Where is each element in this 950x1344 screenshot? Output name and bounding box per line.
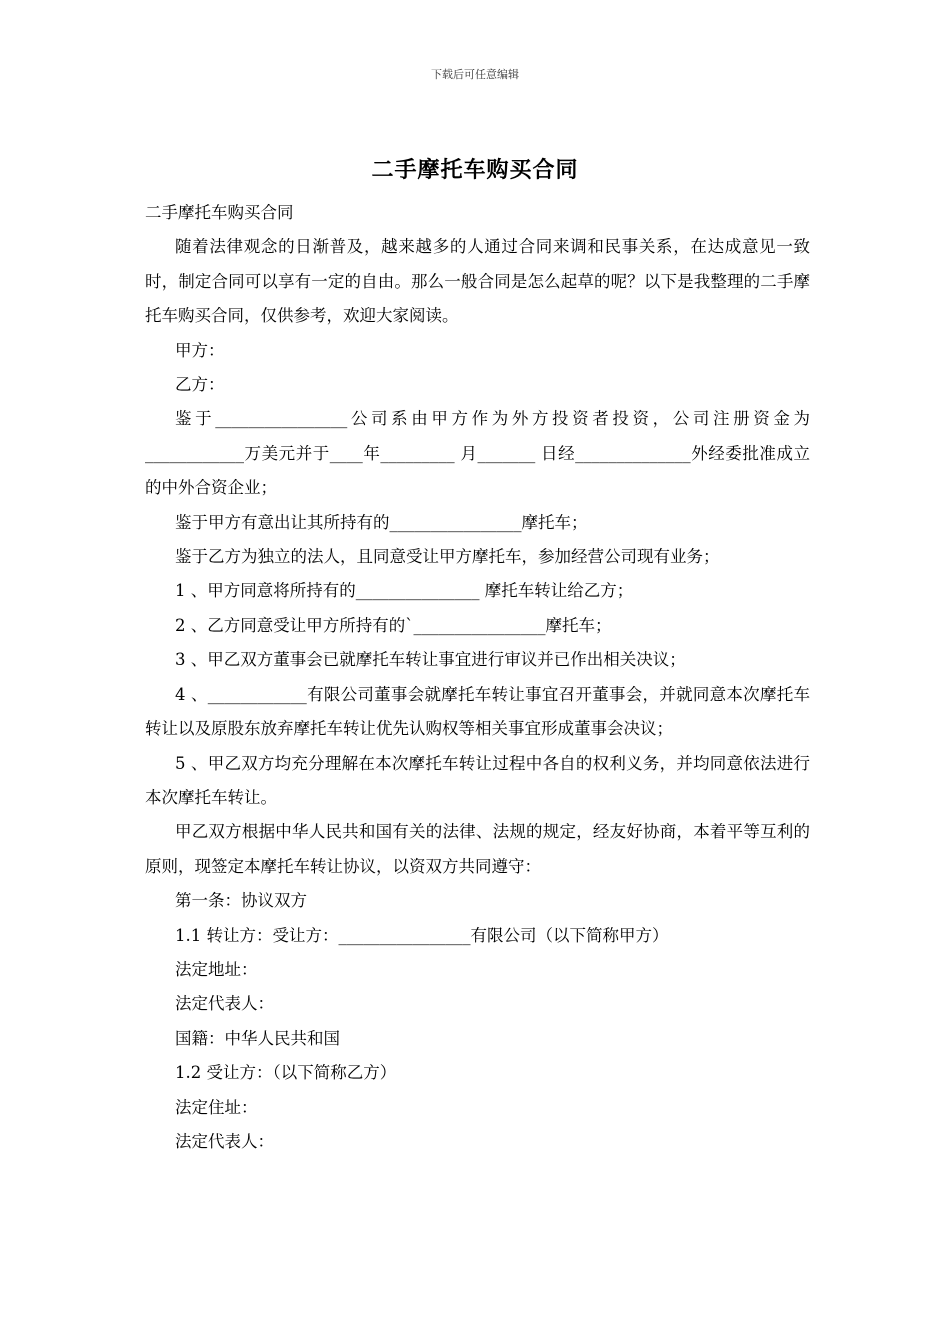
recital-party-b: 鉴于乙方为独立的法人，且同意受让甲方摩托车，参加经营公司现有业务； [175,547,720,567]
legal-rep-line-2: 法定代表人： [175,1131,274,1151]
clause-4: 4 、____________有限公司董事会就摩托车转让事宜召开董事会，并就同意本次摩托车转让以及原股东放弃摩托车转让优先认购权等相关事宜形成董事会决议； [145,684,810,739]
clause-1: 1 、甲方同意将所持有的_______________ 摩托车转让给乙方； [175,581,634,601]
section-1-2: 1.2 受让方：（以下简称乙方） [175,1063,397,1083]
clause-3: 3 、甲乙双方董事会已就摩托车转让事宜进行审议并已作出相关决议； [175,650,686,670]
article-1-heading: 第一条：协议双方 [175,891,307,911]
agreement-preamble: 甲乙双方根据中华人民共和国有关的法律、法规的规定，经友好协商，本着平等互利的原则，现签定本摩托车转让协议，以资双方共同遵守： [145,822,810,876]
legal-address-line: 法定地址： [175,959,258,979]
document-title: 二手摩托车购买合同 [371,157,579,183]
intro-paragraph: 随着法律观念的日渐普及，越来越多的人通过合同来调和民事关系，在达成意见一致时，制定合同可以享有一定的自由。那么一般合同是怎么起草的呢？以下是我整理的二手摩托车购买合同，仅供参考，欢迎大家阅读。 [145,237,810,326]
recital-company: 鉴于________________公司系由甲方作为外方投资者投资，公司注册资金为____________万美元并于____年_________ 月_______ 日经______________外经委批准成立的中外合资企业； [145,409,810,498]
recital-party-a: 鉴于甲方有意出让其所持有的________________摩托车； [175,512,588,532]
header-note: 下载后可任意编辑 [431,68,519,81]
document-body [145,196,810,1159]
legal-residence-line: 法定住址： [175,1097,258,1117]
party-a-line: 甲方： [175,340,225,360]
party-b-line: 乙方： [175,375,225,395]
nationality-line: 国籍：中华人民共和国 [175,1028,340,1048]
section-1-1: 1.1 转让方：受让方：________________有限公司（以下简称甲方） [175,925,669,945]
subtitle-line: 二手摩托车购买合同 [145,203,294,222]
clause-2: 2 、乙方同意受让甲方所持有的`________________摩托车； [175,615,612,635]
legal-rep-line: 法定代表人： [175,994,274,1014]
clause-5: 5 、甲乙双方均充分理解在本次摩托车转让过程中各自的权利义务，并均同意依法进行本次摩托车转让。 [145,753,810,807]
